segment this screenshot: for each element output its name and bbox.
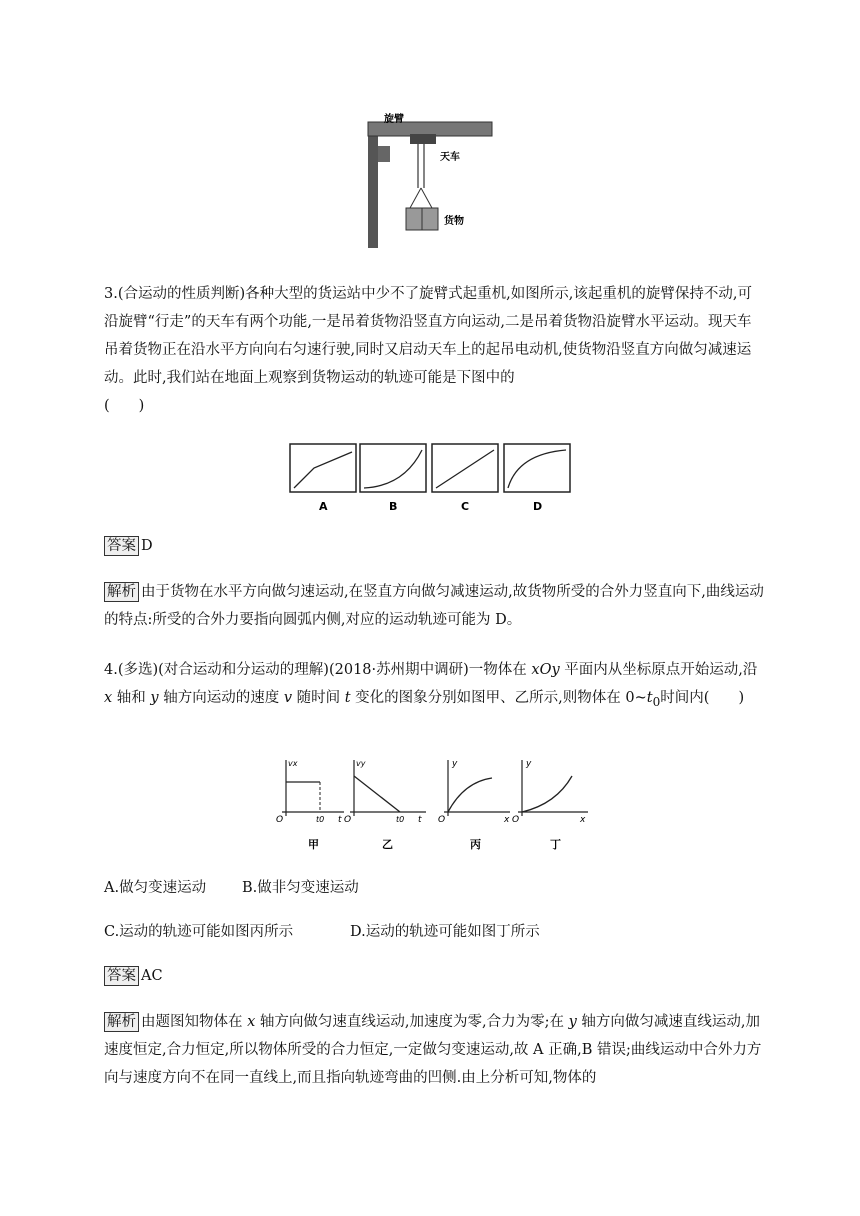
analysis-text: 轴方向做匀速直线运动,加速度为零,合力为零;在 bbox=[255, 1014, 569, 1030]
analysis-var-y: y bbox=[568, 1014, 577, 1030]
choice-b-curve bbox=[364, 450, 422, 488]
label-cargo: 货物 bbox=[444, 216, 464, 227]
q3-stem: 3.(合运动的性质判断)各种大型的货运站中少不了旋臂式起重机,如图所示,该起重机的旋臂保持不动,可沿旋臂“行走”的天车有两个功能,一是吊着货物沿竖直方向运动,二是吊着货物沿旋臂水平运动。现天车吊着货物正在沿水平方向向右匀速行驶,同时又启动天车上的起吊电动机,使货物沿竖直方向做匀减速运动。此时,我们站在地面上观察到货物运动的轨迹可能是下图中的 bbox=[104, 286, 752, 386]
graph-yi-origin: O bbox=[344, 815, 352, 825]
vy-line bbox=[354, 776, 400, 812]
option-c: C.运动的轨迹可能如图丙所示 bbox=[104, 924, 294, 940]
graph-ding-xlabel: x bbox=[580, 815, 586, 825]
graph-jia-ylabel: vx bbox=[288, 759, 298, 768]
q4-var-t: t bbox=[344, 690, 351, 706]
q4-var-xoy: xOy bbox=[531, 662, 560, 678]
choice-d-label: D bbox=[533, 500, 543, 513]
analysis-text: 由于货物在水平方向做匀速运动,在竖直方向做匀减速运动,故货物所受的合外力竖直向下,曲线运动的特点:所受的合外力要指向圆弧内侧,对应的运动轨迹可能为 D。 bbox=[104, 584, 764, 628]
analysis-tag: 解析 bbox=[104, 582, 139, 602]
q4-stem-part: 轴方向运动的速度 bbox=[158, 690, 284, 706]
graph-ding-origin: O bbox=[512, 815, 520, 825]
analysis-tag: 解析 bbox=[104, 1012, 139, 1032]
crane-counterweight bbox=[378, 146, 390, 162]
graph-bing-origin: O bbox=[438, 815, 446, 825]
q4-var-y: y bbox=[150, 690, 159, 706]
sling-left bbox=[410, 188, 421, 208]
graph-jia-xlabel: t bbox=[338, 815, 342, 825]
choice-b-label: B bbox=[389, 500, 398, 513]
analysis-var-x: x bbox=[247, 1014, 256, 1030]
q4-stem-part: 4.(多选)(对合运动和分运动的理解)(2018·苏州期中调研)一物体在 bbox=[104, 662, 532, 678]
crane-figure bbox=[362, 112, 496, 250]
graph-yi bbox=[344, 759, 426, 851]
q4-answer bbox=[104, 962, 766, 990]
choice-d-curve bbox=[508, 450, 566, 488]
q3-answer bbox=[104, 532, 766, 560]
answer-tag: 答案 bbox=[104, 966, 139, 986]
choice-a-label: A bbox=[319, 500, 328, 513]
choice-b-box bbox=[360, 444, 426, 492]
q4-var-t0: t bbox=[646, 690, 653, 706]
q4-graphs-figure bbox=[266, 756, 596, 856]
option-b: B.做非匀变速运动 bbox=[242, 880, 359, 896]
graph-yi-caption: 乙 bbox=[382, 838, 393, 851]
q3-text bbox=[104, 280, 766, 392]
q3-bracket: ( ) bbox=[104, 398, 145, 414]
q4-stem-part: 随时间 bbox=[292, 690, 345, 706]
graph-yi-xlabel: t bbox=[418, 815, 422, 825]
q4-stem-part: 变化的图象分别如图甲、乙所示,则物体在 0~ bbox=[350, 690, 647, 706]
answer-tag: 答案 bbox=[104, 536, 139, 556]
graph-jia-tick: t0 bbox=[316, 815, 325, 824]
trolley bbox=[410, 134, 436, 144]
q4-stem-part: 平面内从坐标原点开始运动,沿 bbox=[559, 662, 758, 678]
q4-analysis bbox=[104, 1008, 766, 1092]
q4-var-x: x bbox=[104, 690, 113, 706]
q4-stem-part: 时间内( ) bbox=[660, 690, 745, 706]
option-d: D.运动的轨迹可能如图丁所示 bbox=[350, 924, 540, 940]
analysis-text: 由题图知物体在 bbox=[141, 1014, 248, 1030]
graph-ding-caption: 丁 bbox=[550, 838, 561, 851]
q4-stem-part: 轴和 bbox=[112, 690, 151, 706]
graph-bing bbox=[438, 759, 510, 851]
q4-var-t0-sub: 0 bbox=[652, 694, 661, 709]
analysis-text: 轴方向做匀减速直线运动,加速度恒定,合力恒定,所以物体所受的合力恒定,一定做匀变速运动,故 A 正确,B 错误;曲线运动中合外力方向与速度方向不在同一直线上,而且指向轨迹弯曲的凹侧.由上分析可知,物体的 bbox=[104, 1014, 762, 1086]
bing-curve bbox=[448, 778, 492, 812]
graph-ding-ylabel: y bbox=[526, 759, 532, 769]
graph-jia-origin: O bbox=[276, 815, 284, 825]
graph-bing-caption: 丙 bbox=[470, 838, 481, 851]
graph-yi-tick: t0 bbox=[396, 815, 405, 824]
graph-jia bbox=[276, 759, 344, 851]
label-trolley: 天车 bbox=[440, 152, 460, 163]
choice-a-box bbox=[290, 444, 356, 492]
q4-text bbox=[104, 656, 766, 716]
choice-a-curve bbox=[294, 452, 352, 488]
choice-c-curve bbox=[436, 450, 494, 488]
graph-bing-xlabel: x bbox=[504, 815, 510, 825]
graph-ding bbox=[512, 759, 588, 851]
q4-var-v: v bbox=[283, 690, 293, 706]
label-arm: 旋臂 bbox=[384, 114, 404, 125]
graph-bing-ylabel: y bbox=[452, 759, 458, 769]
option-a: A.做匀变速运动 bbox=[104, 880, 207, 896]
answer-value: AC bbox=[141, 968, 163, 984]
choice-c-label: C bbox=[461, 500, 470, 513]
q3-choices-figure bbox=[286, 442, 576, 520]
graph-yi-ylabel: vy bbox=[356, 759, 366, 768]
sling-right bbox=[421, 188, 432, 208]
answer-value: D bbox=[141, 538, 153, 554]
q3-analysis bbox=[104, 578, 766, 634]
graph-jia-caption: 甲 bbox=[308, 838, 319, 851]
ding-curve bbox=[522, 776, 572, 812]
crane-column bbox=[368, 122, 378, 248]
